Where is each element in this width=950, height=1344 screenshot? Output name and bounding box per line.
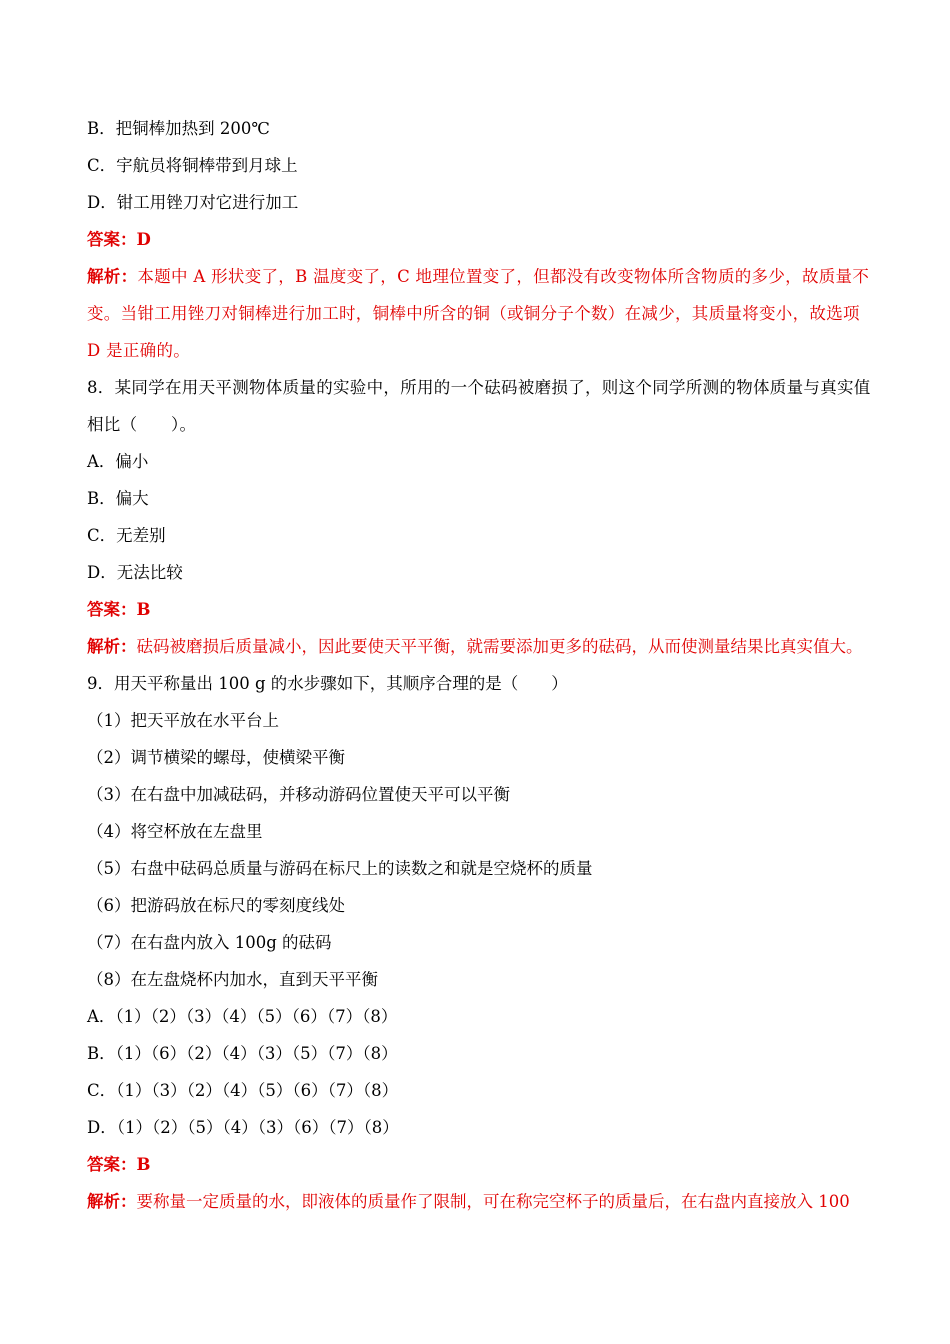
q7-option-d: D．钳工用锉刀对它进行加工 — [87, 193, 299, 212]
q9-analysis-label: 解析： — [87, 1192, 137, 1211]
q7-answer — [87, 221, 877, 258]
q9-option-b: B．（1）（6）（2）（4）（3）（5）（7）（8） — [87, 1044, 398, 1063]
q7-analysis-text: 本题中 A 形状变了，B 温度变了，C 地理位置变了，但都没有改变物体所含物质的多少，故质量不变。当钳工用锉刀对铜棒进行加工时，铜棒中所含的铜（或铜分子个数）在减少，其质量将变小，故选项 D 是正确的。 — [87, 267, 870, 360]
q9-answer-value: B — [136, 1155, 151, 1174]
q9-step-3: （3）在右盘中加减砝码，并移动游码位置使天平可以平衡 — [87, 785, 510, 804]
q7-answer-label: 答案： — [87, 230, 137, 249]
q9-step-4: （4）将空杯放在左盘里 — [87, 822, 263, 841]
q7-option-b: B．把铜棒加热到 200℃ — [87, 119, 270, 138]
q9-step-8: （8）在左盘烧杯内加水，直到天平平衡 — [87, 970, 378, 989]
q9-answer-label: 答案： — [87, 1155, 137, 1174]
q9-step-7: （7）在右盘内放入 100g 的砝码 — [87, 933, 332, 952]
q9-step-6: （6）把游码放在标尺的零刻度线处 — [87, 896, 345, 915]
q9-analysis-text: 要称量一定质量的水，即液体的质量作了限制，可在称完空杯子的质量后，在右盘内直接放入 100 — [136, 1192, 850, 1211]
q8-answer-label: 答案： — [87, 600, 137, 619]
q8-answer — [87, 591, 877, 628]
q8-analysis-text: 砝码被磨损后质量减小，因此要使天平平衡，就需要添加更多的砝码，从而使测量结果比真实值大。 — [136, 637, 863, 656]
q8-analysis — [87, 628, 877, 665]
q7-analysis-label: 解析： — [87, 267, 138, 286]
q9-analysis — [87, 1183, 877, 1220]
q8-analysis-label: 解析： — [87, 637, 137, 656]
q8-option-b: B．偏大 — [87, 489, 149, 508]
q8-option-d: D．无法比较 — [87, 563, 183, 582]
q7-analysis — [87, 258, 877, 369]
q9-answer — [87, 1146, 877, 1183]
q9-step-2: （2）调节横梁的螺母，使横梁平衡 — [87, 748, 345, 767]
document-page — [87, 110, 877, 1220]
q8-answer-value: B — [136, 600, 151, 619]
q9-option-c: C．（1）（3）（2）（4）（5）（6）（7）（8） — [87, 1081, 399, 1100]
q9-step-5: （5）右盘中砝码总质量与游码在标尺上的读数之和就是空烧杯的质量 — [87, 859, 593, 878]
q9-option-a: A．（1）（2）（3）（4）（5）（6）（7）（8） — [87, 1007, 398, 1026]
q9-step-1: （1）把天平放在水平台上 — [87, 711, 279, 730]
q9-stem: 9．用天平称量出 100 g 的水步骤如下，其顺序合理的是（ ） — [87, 674, 568, 693]
q8-option-a: A．偏小 — [87, 452, 149, 471]
q8-stem: 8．某同学在用天平测物体质量的实验中，所用的一个砝码被磨损了，则这个同学所测的物体质量与真实值相比（ ）。 — [87, 378, 871, 434]
q7-answer-value: D — [136, 230, 151, 249]
q7-option-c: C．宇航员将铜棒带到月球上 — [87, 156, 298, 175]
q8-option-c: C．无差别 — [87, 526, 166, 545]
q9-option-d: D．（1）（2）（5）（4）（3）（6）（7）（8） — [87, 1118, 399, 1137]
